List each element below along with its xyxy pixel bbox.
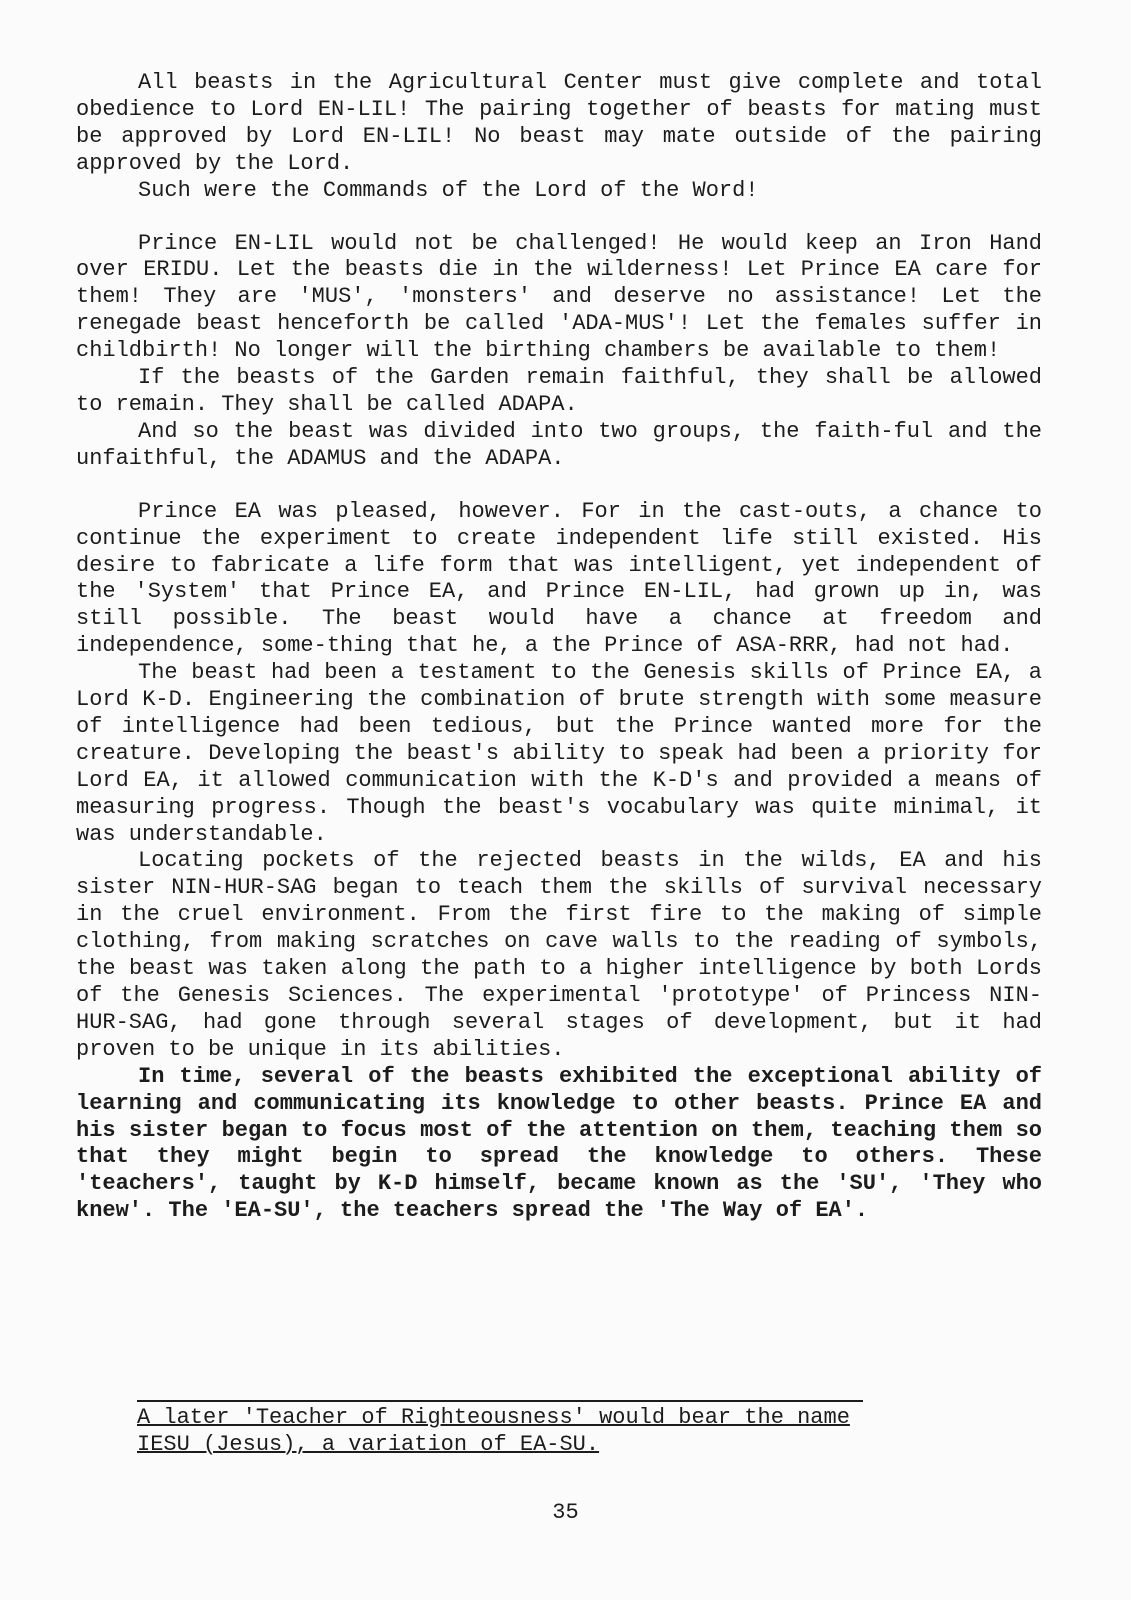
paragraph-prince-ea: Prince EA was pleased, however. For in the cast-outs, a chance to continue the experiment to create independent life still existed. His desire to fabricate a life form that was intelligent, yet independent of the 'System' that Prince EA, and Prince EN-LIL, had grown up in, was still possible. The beast would have a chance at freedom and independence, some-thing that he, a the Prince of ASA-RRR, had not had. bbox=[76, 498, 1042, 659]
paragraph-teachers: In time, several of the beasts exhibited the exceptional ability of learning and communicating its knowledge to other beasts. Prince EA and his sister began to focus most of the attention on them, teaching them so that they might begin to spread the knowledge to others. These 'teachers', taught by K-D himself, became known as the 'SU', 'They who knew'. The 'EA-SU', the teachers spread the 'The Way of EA'. bbox=[76, 1063, 1042, 1224]
paragraph-genesis-skills: The beast had been a testament to the Genesis skills of Prince EA, a Lord K-D. Engineering the combination of brute strength with some measure of intelligence had been tedious, but the Prince wanted more for the creature. Developing the beast's ability to speak had been a priority for Lord EA, it allowed communication with the K-D's and provided a means of measuring progress. Though the beast's vocabulary was quite minimal, it was understandable. bbox=[76, 660, 1042, 847]
paragraph-adapa: If the beasts of the Garden remain faithful, they shall be allowed to remain. They shall be called ADAPA. bbox=[76, 365, 1042, 417]
footnote: A later 'Teacher of Righteousness' would bear the name IESU (Jesus), a variation of EA-SU. bbox=[137, 1400, 863, 1458]
body-text bbox=[76, 70, 1042, 1225]
paragraph-obedience: All beasts in the Agricultural Center must give complete and total obedience to Lord EN-LIL! The pairing together of beasts for mating must be approved by Lord EN-LIL! No beast may mate outside of the pairing approved by the Lord. bbox=[76, 70, 1042, 176]
paragraph-division: And so the beast was divided into two groups, the faith-ful and the unfaithful, the ADAMUS and the ADAPA. bbox=[76, 418, 1042, 471]
page-number: 35 bbox=[552, 1500, 579, 1525]
paragraph-commands: Such were the Commands of the Lord of the Word! bbox=[138, 177, 759, 203]
paragraph-en-lil: Prince EN-LIL would not be challenged! He would keep an Iron Hand over ERIDU. Let the beasts die in the wilderness! Let Prince EA care for them! They are 'MUS', 'monsters' and deserve no assistance! Let the renegade beast henceforth be called 'ADA-MUS'! Let the females suffer in childbirth! No longer will the birthing chambers be available to them! bbox=[76, 230, 1042, 364]
paragraph-wilds: Locating pockets of the rejected beasts in the wilds, EA and his sister NIN-HUR-SAG began to teach them the skills of survival necessary in the cruel environment. From the first fire to the making of simple clothing, from making scratches on cave walls to the reading of symbols, the beast was taken along the path to a higher intelligence by both Lords of the Genesis Sciences. The experimental 'prototype' of Princess NIN-HUR-SAG, had gone through several stages of development, but it had proven to be unique in its abilities. bbox=[76, 848, 1042, 1062]
